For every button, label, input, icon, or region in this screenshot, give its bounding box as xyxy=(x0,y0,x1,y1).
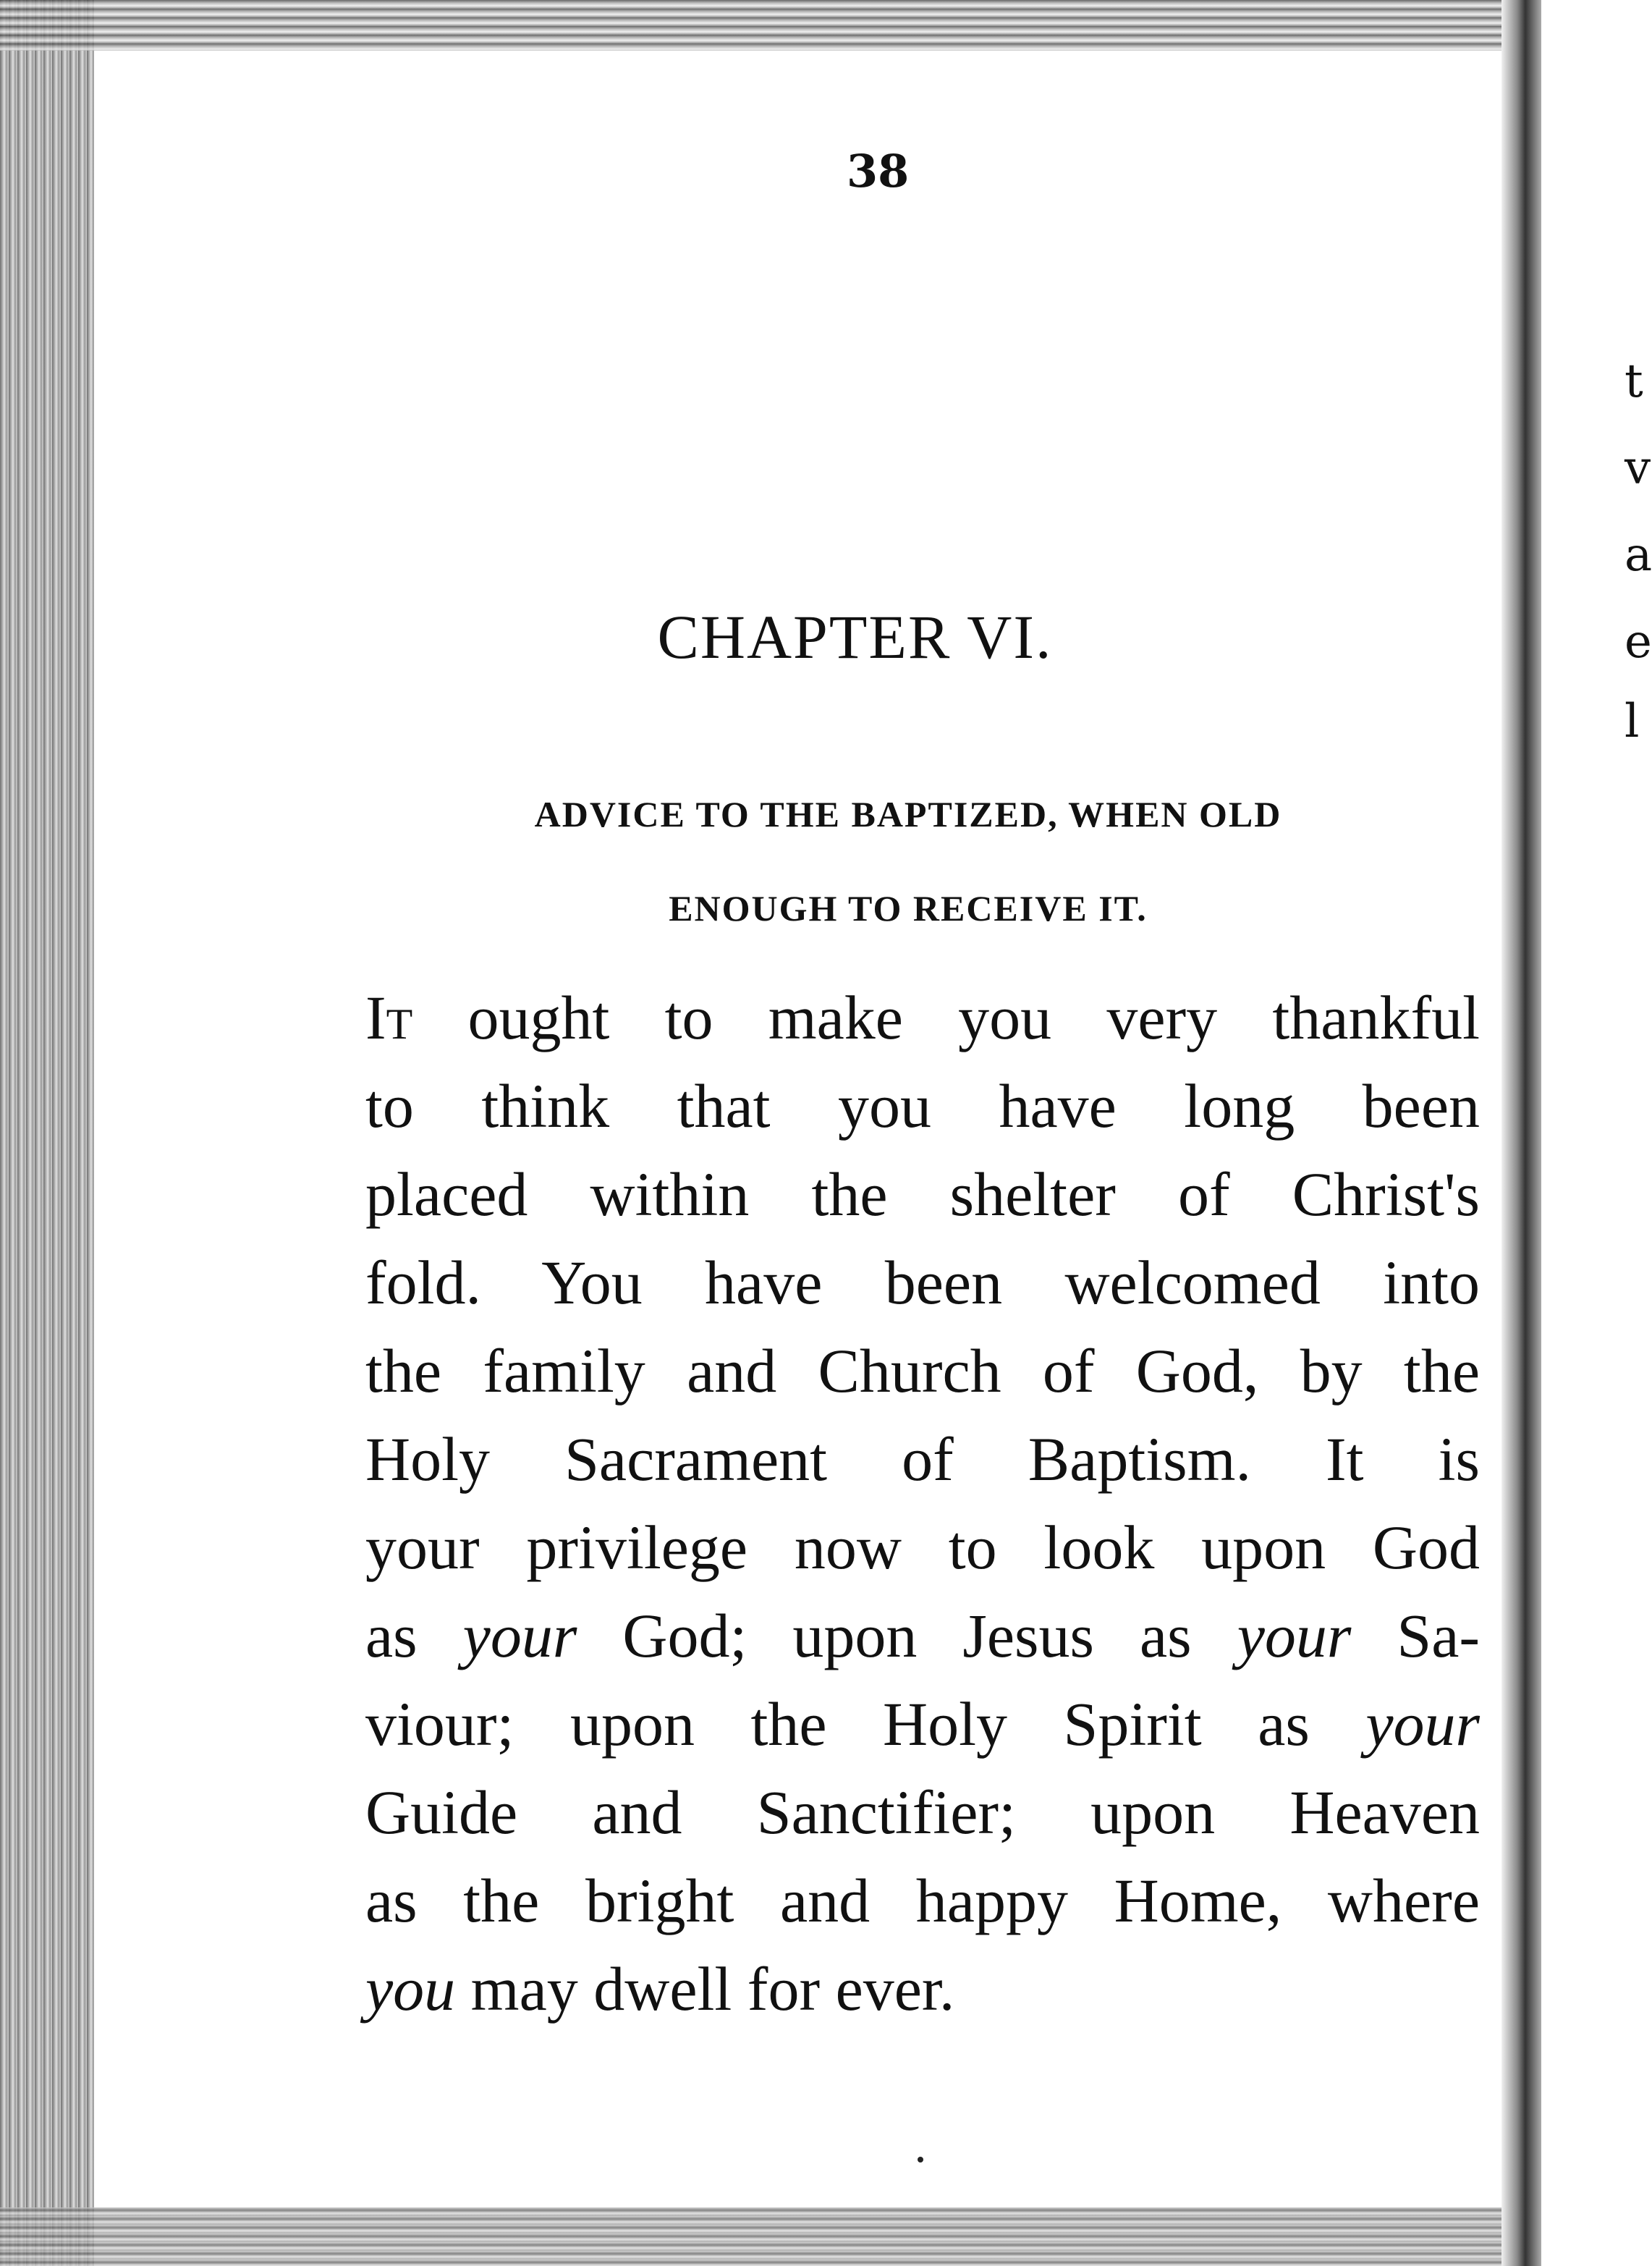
body-paragraph xyxy=(365,973,1480,2033)
drop-word: It xyxy=(365,983,413,1052)
facing-page-letter-4: e xyxy=(1625,615,1652,669)
body-line-7: your privilege now to look upon God xyxy=(365,1513,1480,1582)
chapter-subtitle xyxy=(376,767,1440,955)
italic-your: your xyxy=(1237,1601,1352,1670)
body-line-6: Holy Sacrament of Baptism. It is xyxy=(365,1424,1480,1494)
print-speck xyxy=(918,2157,923,2163)
body-line-1 xyxy=(365,973,1480,1062)
body-line-8-e: Sa- xyxy=(1351,1601,1480,1670)
page-edges-left xyxy=(0,0,94,2266)
body-line-10: Guide and Sanctifier; upon Heaven xyxy=(365,1777,1480,1847)
body-line-5: the family and Church of God, by the xyxy=(365,1336,1480,1405)
body-line-8-a: as xyxy=(365,1601,463,1670)
page-number: 38 xyxy=(847,145,910,198)
body-line-9-a: viour; upon the Holy Spirit as xyxy=(365,1689,1366,1759)
body-line-11: as the bright and happy Home, where xyxy=(365,1866,1480,1935)
facing-page-letter-5: l xyxy=(1625,695,1640,748)
body-line-3: placed within the shelter of Christ's xyxy=(365,1159,1480,1229)
subtitle-line-1: ADVICE TO THE BAPTIZED, WHEN OLD xyxy=(534,794,1282,834)
chapter-title: CHAPTER VI. xyxy=(657,602,1053,672)
body-line-8 xyxy=(365,1591,1480,1680)
body-line-12-b: may dwell for ever. xyxy=(455,1954,955,2024)
body-line-9 xyxy=(365,1680,1480,1768)
page-edges-top xyxy=(0,0,1645,51)
facing-page xyxy=(1541,0,1645,2266)
facing-page-letter-2: v xyxy=(1625,441,1651,495)
book-gutter xyxy=(1501,0,1541,2266)
body-line-4: fold. You have been welcomed into xyxy=(365,1248,1480,1317)
body-line-8-c: God; upon Jesus as xyxy=(577,1601,1237,1670)
italic-you: you xyxy=(365,1954,456,2024)
body-line-1-text: ought to make you very thankful xyxy=(412,983,1480,1052)
facing-page-letter-3: a xyxy=(1625,528,1652,582)
body-line-2: to think that you have long been xyxy=(365,1071,1480,1141)
subtitle-line-2: ENOUGH TO RECEIVE IT. xyxy=(669,888,1148,929)
page-edges-bottom xyxy=(0,2207,1645,2266)
italic-your: your xyxy=(1365,1689,1480,1759)
body-line-12 xyxy=(365,1945,1480,2033)
italic-your: your xyxy=(462,1601,577,1670)
facing-page-letter-1: t xyxy=(1625,355,1643,408)
